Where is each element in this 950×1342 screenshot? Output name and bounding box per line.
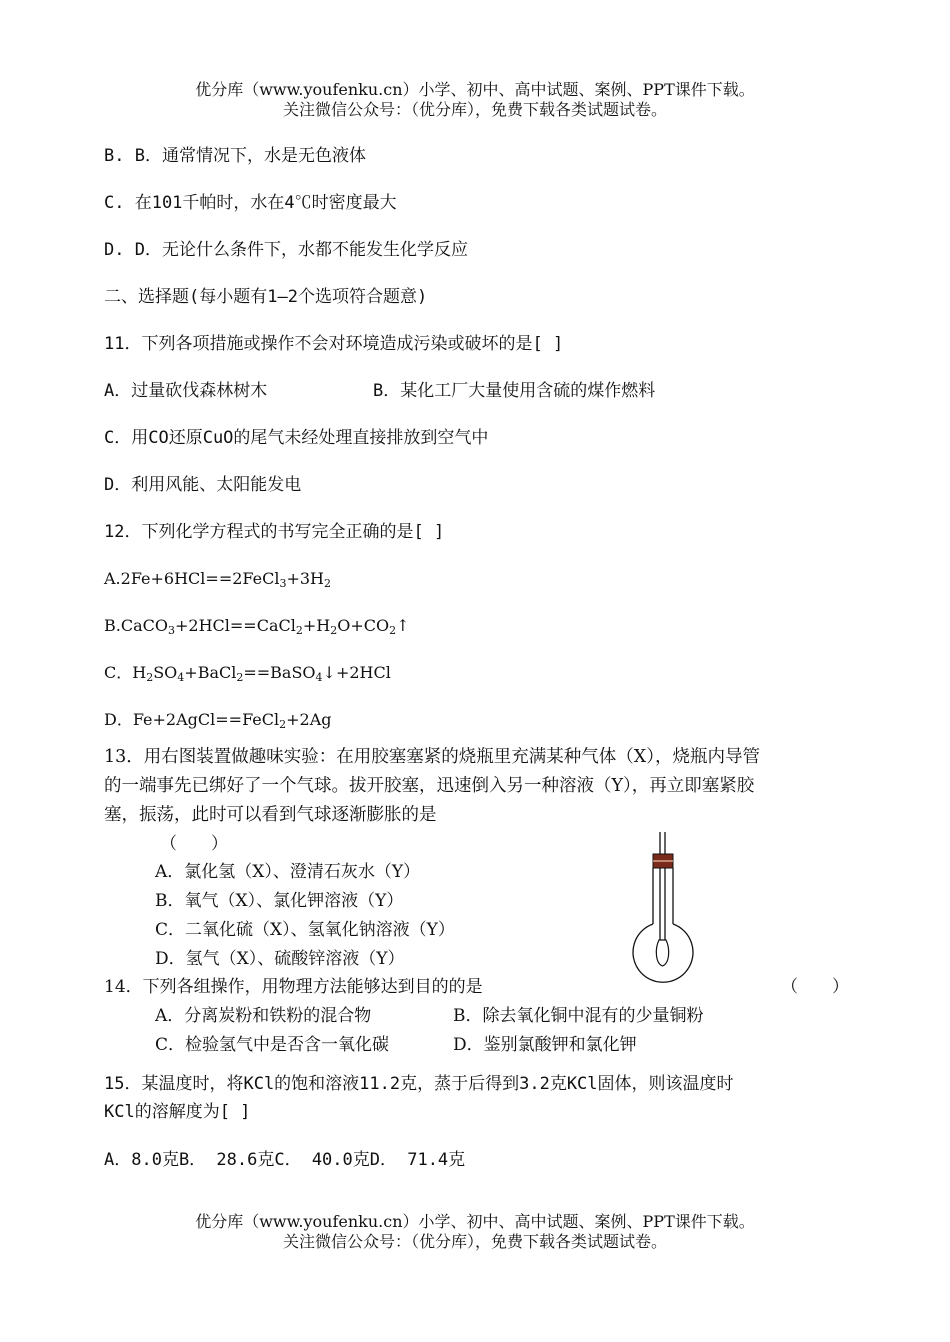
q13-option-d: D．氢气（X）、硫酸锌溶液（Y） xyxy=(155,949,405,969)
q12-option-a: $A.2Fe+6HCl==2FeCl_3+3H_2$ xyxy=(104,569,332,590)
q13-stem-line-3: 塞，振荡，此时可以看到气球逐渐膨胀的是 xyxy=(104,805,437,825)
section-2-title: 二、选择题(每小题有1—2个选项符合题意) xyxy=(104,287,428,307)
q13-option-a: A．氯化氢（X）、澄清石灰水（Y） xyxy=(155,862,421,882)
q10-option-c: C. 在101千帕时，水在4℃时密度最大 xyxy=(104,193,397,213)
q12-option-b: $B.CaCO_3+2HCl==CaCl_2+H_2O+CO_2↑$ xyxy=(104,616,410,637)
flask-balloon-diagram xyxy=(625,828,705,983)
q14-option-c: C．检验氢气中是否含一氧化碳 xyxy=(155,1035,390,1055)
q10-option-b: B. B．通常情况下，水是无色液体 xyxy=(104,146,366,166)
q11-option-d: D．利用风能、太阳能发电 xyxy=(104,475,302,495)
q14-option-a: A．分离炭粉和铁粉的混合物 xyxy=(155,1006,372,1026)
balloon xyxy=(656,940,668,966)
q15-stem-line-2: KCl的溶解度为[ ] xyxy=(104,1102,251,1122)
q13-option-c: C．二氧化硫（X）、氢氧化钠溶液（Y） xyxy=(155,920,455,940)
q11-option-c: C．用CO还原CuO的尾气未经处理直接排放到空气中 xyxy=(104,428,489,448)
page-footer-line-1: 优分库（www.youfenku.cn）小学、初中、高中试题、案例、PPT课件下载。 xyxy=(195,1212,755,1231)
q12-option-c: C．$H_2SO_4+BaCl_2==BaSO_4↓+2HCl$ xyxy=(104,663,391,684)
q12-stem: 12．下列化学方程式的书写完全正确的是[ ] xyxy=(104,522,445,542)
q10-option-d: D. D．无论什么条件下，水都不能发生化学反应 xyxy=(104,240,468,260)
q12-option-d: D．Fe+2AgCl==FeCl$_2$+2Ag xyxy=(104,710,332,731)
q14-stem: 14．下列各组操作，用物理方法能够达到目的的是 xyxy=(104,977,483,997)
q13-answer-paren: （ ） xyxy=(160,834,228,854)
q14-answer-paren: （ ） xyxy=(781,977,849,997)
page-header-line-2: 关注微信公众号：（优分库），免费下载各类试题试卷。 xyxy=(282,100,667,119)
q11-option-a: A．过量砍伐森林树木 xyxy=(104,381,268,401)
q15-options: A．8.0克B． 28.6克C． 40.0克D． 71.4克 xyxy=(104,1150,466,1170)
page-footer-line-2: 关注微信公众号：（优分库），免费下载各类试题试卷。 xyxy=(282,1232,667,1251)
q14-option-d: D．鉴别氯酸钾和氯化钾 xyxy=(453,1035,637,1055)
q13-stem-line-2: 的一端事先已绑好了一个气球。拔开胶塞，迅速倒入另一种溶液（Y），再立即塞紧胶 xyxy=(104,776,755,796)
q11-option-b: B．某化工厂大量使用含硫的煤作燃料 xyxy=(373,381,656,401)
q15-stem-line-1: 15．某温度时，将KCl的饱和溶液11.2克，蒸于后得到3.2克KCl固体，则该温度时 xyxy=(104,1074,734,1094)
page-header-line-1: 优分库（www.youfenku.cn）小学、初中、高中试题、案例、PPT课件下载。 xyxy=(195,80,755,99)
q11-stem: 11．下列各项措施或操作不会对环境造成污染或破坏的是[ ] xyxy=(104,334,564,354)
q13-stem-line-1: 13．用右图装置做趣味实验：在用胶塞塞紧的烧瓶里充满某种气体（X），烧瓶内导管 xyxy=(104,747,760,767)
q14-option-b: B．除去氧化铜中混有的少量铜粉 xyxy=(453,1006,704,1026)
q13-option-b: B．氧气（X）、氯化钾溶液（Y） xyxy=(155,891,404,911)
